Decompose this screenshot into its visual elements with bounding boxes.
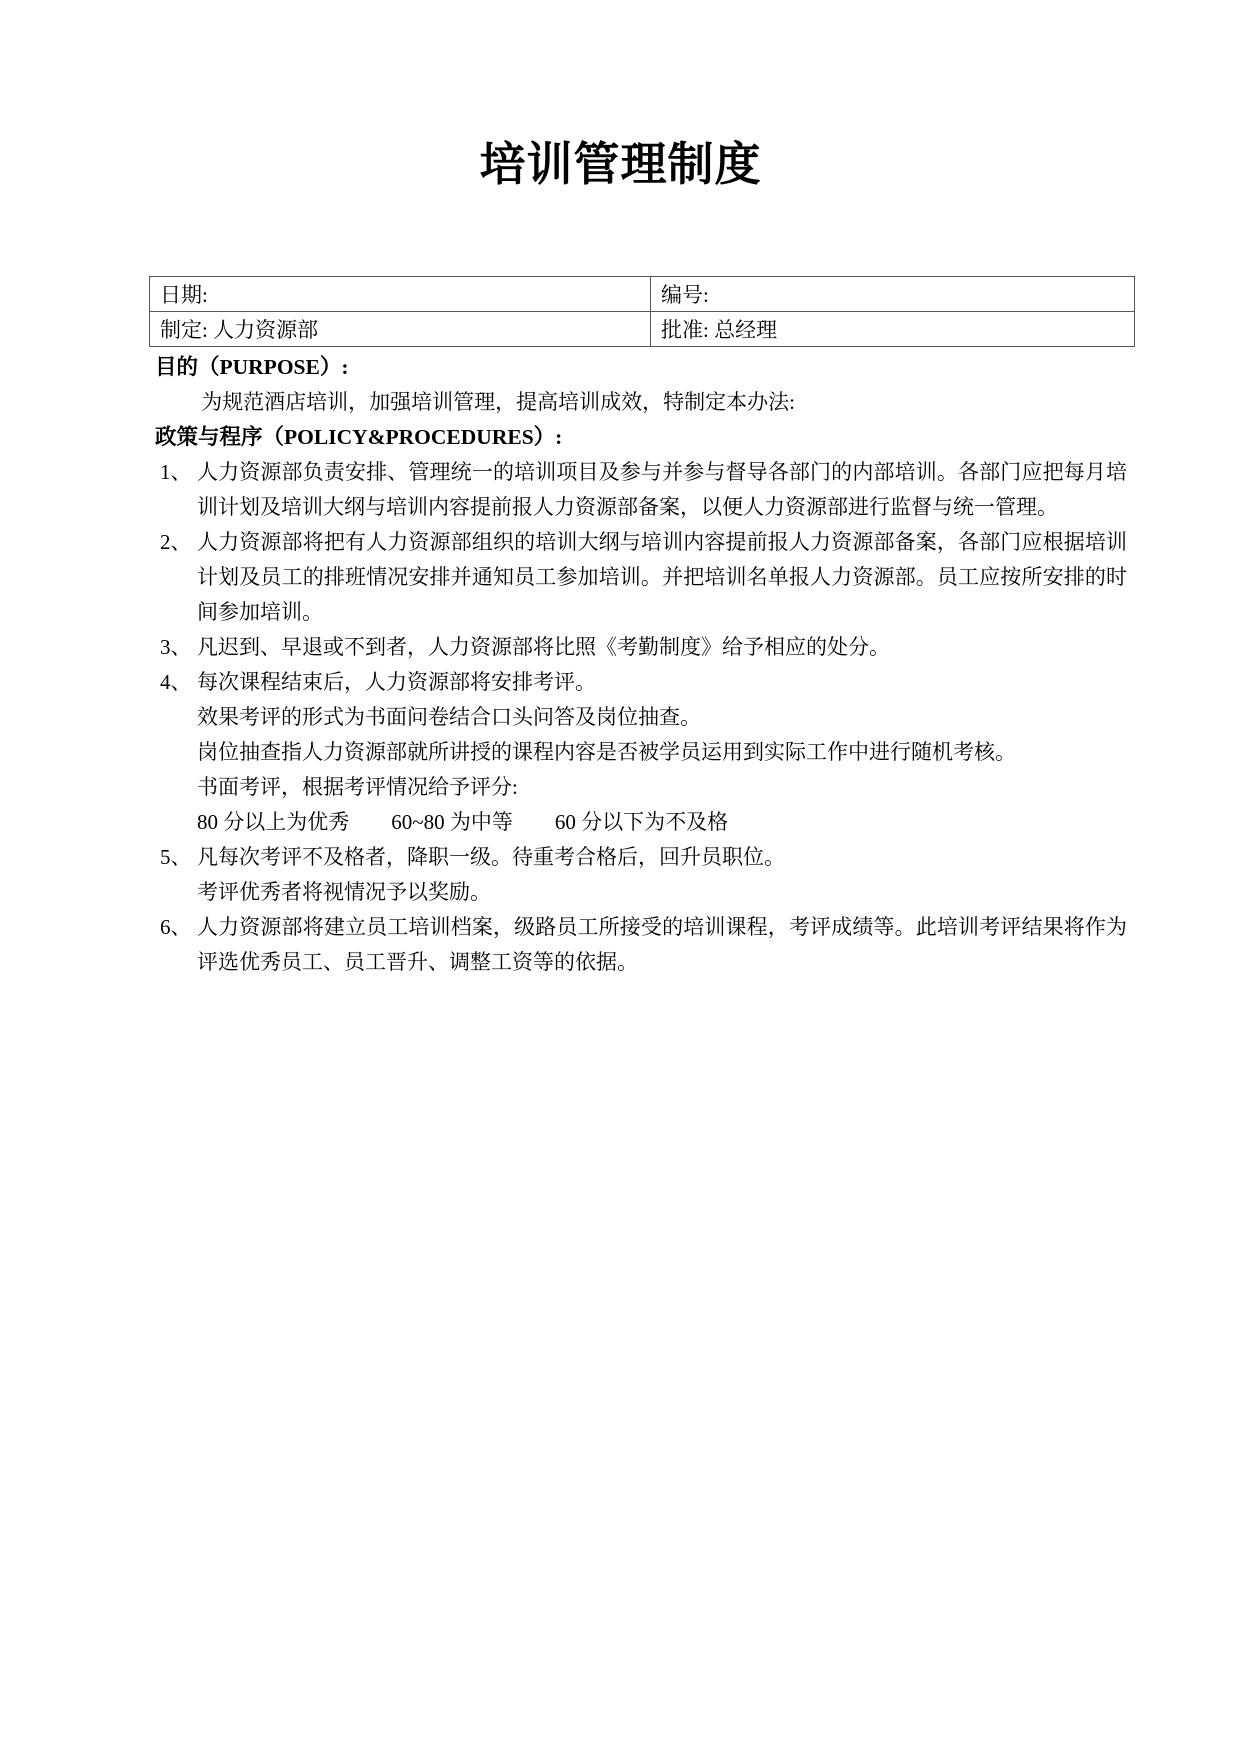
item-number: 4、 <box>160 670 192 694</box>
document-body <box>155 350 1127 980</box>
info-table-row <box>150 277 1135 312</box>
policy-heading: 政策与程序（POLICY&PROCEDURES）: <box>155 425 563 449</box>
item-number: 6、 <box>160 915 192 939</box>
info-table-row <box>150 312 1135 347</box>
purpose-heading: 目的（PURPOSE）: <box>155 355 349 379</box>
item-number: 5、 <box>160 845 192 869</box>
item-line: 人力资源部负责安排、管理统一的培训项目及参与并参与督导各部门的内部培训。各部门应把每月培训计划及培训大纲与培训内容提前报人力资源部备案，以便人力资源部进行监督与统一管理。 <box>197 460 1127 519</box>
item-line: 80 分以上为优秀 60~80 为中等 60 分以下为不及格 <box>197 810 729 834</box>
approved-by-cell: 批准: 总经理 <box>651 312 1135 347</box>
document-title: 培训管理制度 <box>479 139 762 190</box>
policy-item-1 <box>155 455 1127 525</box>
item-line: 书面考评，根据考评情况给予评分: <box>197 775 518 799</box>
purpose-body: 为规范酒店培训，加强培训管理，提高培训成效，特制定本办法: <box>201 390 796 414</box>
item-line: 每次课程结束后，人力资源部将安排考评。 <box>197 670 596 694</box>
item-line: 考评优秀者将视情况予以奖励。 <box>197 880 491 904</box>
policy-item-5 <box>155 840 1127 910</box>
made-by-cell: 制定: 人力资源部 <box>150 312 651 347</box>
number-cell: 编号: <box>651 277 1135 312</box>
item-line: 效果考评的形式为书面问卷结合口头问答及岗位抽查。 <box>197 705 701 729</box>
date-cell: 日期: <box>150 277 651 312</box>
policy-item-6 <box>155 910 1127 980</box>
policy-item-2 <box>155 525 1127 630</box>
item-line: 人力资源部将建立员工培训档案，级路员工所接受的培训课程，考评成绩等。此培训考评结果将作为评选优秀员工、员工晋升、调整工资等的依据。 <box>197 915 1127 974</box>
policy-item-3 <box>155 630 1127 665</box>
item-number: 2、 <box>160 530 192 554</box>
item-number: 3、 <box>160 635 192 659</box>
item-line: 凡迟到、早退或不到者，人力资源部将比照《考勤制度》给予相应的处分。 <box>197 635 890 659</box>
item-line: 人力资源部将把有人力资源部组织的培训大纲与培训内容提前报人力资源部备案，各部门应根据培训计划及员工的排班情况安排并通知员工参加培训。并把培训名单报人力资源部。员工应按所安排的时间参加培训。 <box>197 530 1127 624</box>
policy-item-4 <box>155 665 1127 840</box>
item-number: 1、 <box>160 460 192 484</box>
item-line: 凡每次考评不及格者，降职一级。待重考合格后，回升员职位。 <box>197 845 785 869</box>
info-table <box>149 276 1135 347</box>
item-line: 岗位抽查指人力资源部就所讲授的课程内容是否被学员运用到实际工作中进行随机考核。 <box>197 740 1016 764</box>
